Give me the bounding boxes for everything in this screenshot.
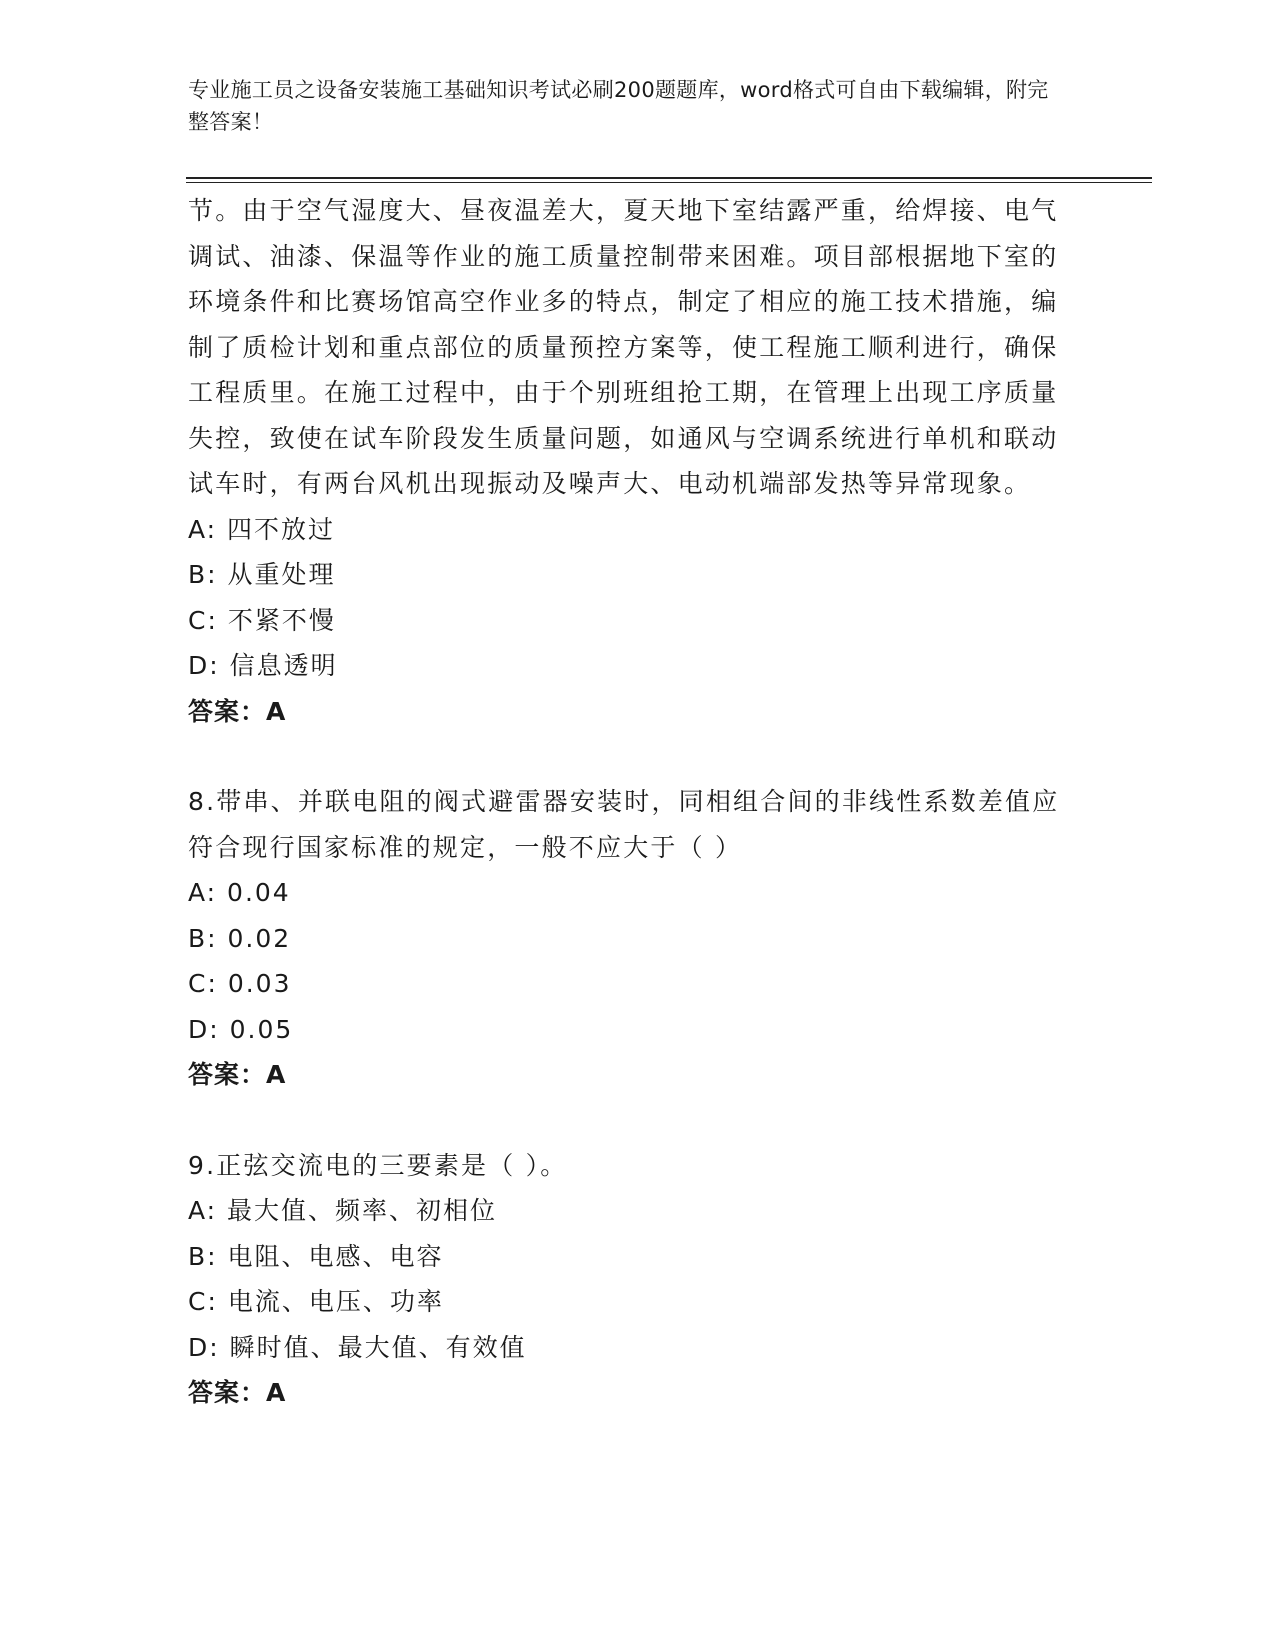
question-7 [188,188,1068,734]
answer-line: 答案：A [188,1060,287,1089]
question-stem: 8.带串、并联电阻的阀式避雷器安装时，同相组合间的非线性系数差值应符合现行国家标准的规定，一般不应大于（ ） [188,787,1060,862]
header-divider-thin [186,182,1152,183]
option-d: D: 信息透明 [188,651,338,680]
document-header: 专业施工员之设备安装施工基础知识考试必刷200题题库，word格式可自由下载编辑，附完整答案！ [188,78,1049,134]
option-c: C: 电流、电压、功率 [188,1287,444,1316]
question-stem: 9.正弦交流电的三要素是（ ）。 [188,1150,568,1180]
spacer [188,734,1068,779]
question-8 [188,779,1068,1098]
answer-line: 答案：A [188,1378,287,1407]
header-divider [186,177,1152,179]
option-a: A: 0.04 [188,878,291,907]
option-b: B: 0.02 [188,923,292,953]
question-stem: 节。由于空气湿度大、昼夜温差大，夏天地下室结露严重，给焊接、电气调试、油漆、保温等作业的施工质量控制带来困难。项目部根据地下室的环境条件和比赛场馆高空作业多的特点，制定了相应的施工技术措施，编制了质检计划和重点部位的质量预控方案等，使工程施工顺利进行，确保工程质里。在施工过程中，由于个别班组抢工期，在管理上出现工序质量失控，致使在试车阶段发生质量问题，如通风与空调系统进行单机和联动试车时，有两台风机出现振动及噪声大、电动机端部发热等异常现象。 [188,196,1059,498]
option-a: A: 四不放过 [188,514,336,544]
option-c: C: 0.03 [188,969,292,998]
option-b: B: 从重处理 [188,560,336,589]
option-b: B: 电阻、电感、电容 [188,1241,444,1271]
question-9 [188,1143,1068,1416]
option-c: C: 不紧不慢 [188,605,336,635]
answer-line: 答案：A [188,696,287,726]
document-body [188,188,1068,1416]
option-d: D: 0.05 [188,1014,294,1044]
option-a: A: 最大值、频率、初相位 [188,1196,498,1225]
spacer [188,1098,1068,1143]
option-d: D: 瞬时值、最大值、有效值 [188,1332,527,1362]
